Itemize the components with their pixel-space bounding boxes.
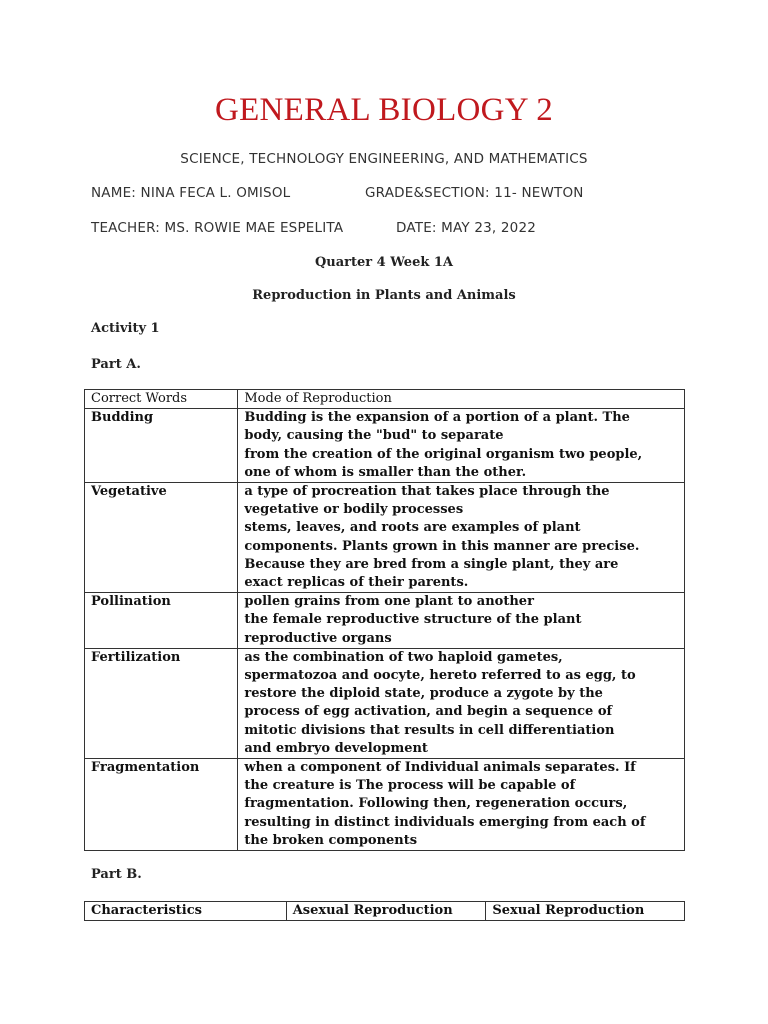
table-row	[85, 593, 685, 649]
description-line: pollen grains from one plant to another	[244, 594, 534, 610]
activity-heading: Activity 1	[91, 321, 160, 336]
quarter-heading: Quarter 4 Week 1A	[314, 255, 454, 270]
part-a-heading: Part A.	[91, 357, 141, 372]
mode-description-cell	[238, 648, 685, 758]
table-row	[85, 759, 685, 851]
description-line: process of egg activation, and begin a sequence of	[244, 704, 613, 720]
description-line: from the creation of the original organism two people,	[244, 446, 643, 462]
description-line: one of whom is smaller than the other.	[244, 464, 527, 480]
description-line: as the combination of two haploid gametes,	[244, 649, 563, 665]
correct-word-cell: Fragmentation	[85, 759, 238, 851]
table-row	[85, 409, 685, 483]
grade-section-field: GRADE&SECTION: 11- NEWTON	[365, 185, 584, 201]
part-a-table	[84, 389, 685, 851]
description-line: body, causing the "bud" to separate	[244, 428, 504, 444]
description-line: vegetative or bodily processes	[244, 502, 464, 518]
document-subtitle: SCIENCE, TECHNOLOGY ENGINEERING, AND MATHEMATICS	[180, 151, 588, 167]
part-b-heading: Part B.	[91, 867, 142, 882]
description-line: Budding is the expansion of a portion of a plant. The	[244, 410, 630, 426]
table-row	[85, 483, 685, 593]
description-line: Because they are bred from a single plant, they are	[244, 556, 619, 572]
description-line: stems, leaves, and roots are examples of plant	[244, 520, 581, 536]
document-title: GENERAL BIOLOGY 2	[214, 92, 554, 128]
correct-word-cell: Vegetative	[85, 483, 238, 593]
description-line: fragmentation. Following then, regeneration occurs,	[244, 796, 628, 812]
table-header-row	[85, 390, 685, 409]
description-line: components. Plants grown in this manner are precise.	[244, 538, 640, 554]
header-correct-words: Correct Words	[85, 390, 238, 409]
mode-description-cell	[238, 759, 685, 851]
header-characteristics: Characteristics	[85, 902, 287, 921]
description-line: the broken components	[244, 832, 418, 848]
description-line: mitotic divisions that results in cell differentiation	[244, 722, 615, 738]
topic-heading: Reproduction in Plants and Animals	[252, 288, 516, 303]
name-field: NAME: NINA FECA L. OMISOL	[91, 185, 291, 201]
header-sexual-reproduction: Sexual Reproduction	[486, 902, 685, 921]
mode-description-cell	[238, 483, 685, 593]
description-line: and embryo development	[244, 740, 428, 756]
description-line: the creature is The process will be capable of	[244, 778, 576, 794]
teacher-field: TEACHER: MS. ROWIE MAE ESPELITA	[91, 220, 344, 236]
correct-word-cell: Pollination	[85, 593, 238, 649]
mode-description-cell	[238, 409, 685, 483]
mode-description-cell	[238, 593, 685, 649]
header-mode-of-reproduction: Mode of Reproduction	[238, 390, 685, 409]
description-line: spermatozoa and oocyte, hereto referred to as egg, to	[244, 668, 636, 684]
description-line: the female reproductive structure of the plant	[244, 612, 582, 628]
description-line: reproductive organs	[244, 630, 392, 646]
header-asexual-reproduction: Asexual Reproduction	[286, 902, 486, 921]
table-header-row	[85, 902, 685, 921]
table-row	[85, 648, 685, 758]
description-line: restore the diploid state, produce a zygote by the	[244, 686, 603, 702]
description-line: exact replicas of their parents.	[244, 575, 469, 591]
description-line: resulting in distinct individuals emerging from each of	[244, 814, 646, 830]
correct-word-cell: Fertilization	[85, 648, 238, 758]
date-field: DATE: MAY 23, 2022	[396, 220, 537, 236]
description-line: a type of procreation that takes place through the	[244, 484, 610, 500]
part-b-table	[84, 901, 685, 921]
correct-word-cell: Budding	[85, 409, 238, 483]
description-line: when a component of Individual animals separates. If	[244, 760, 636, 776]
